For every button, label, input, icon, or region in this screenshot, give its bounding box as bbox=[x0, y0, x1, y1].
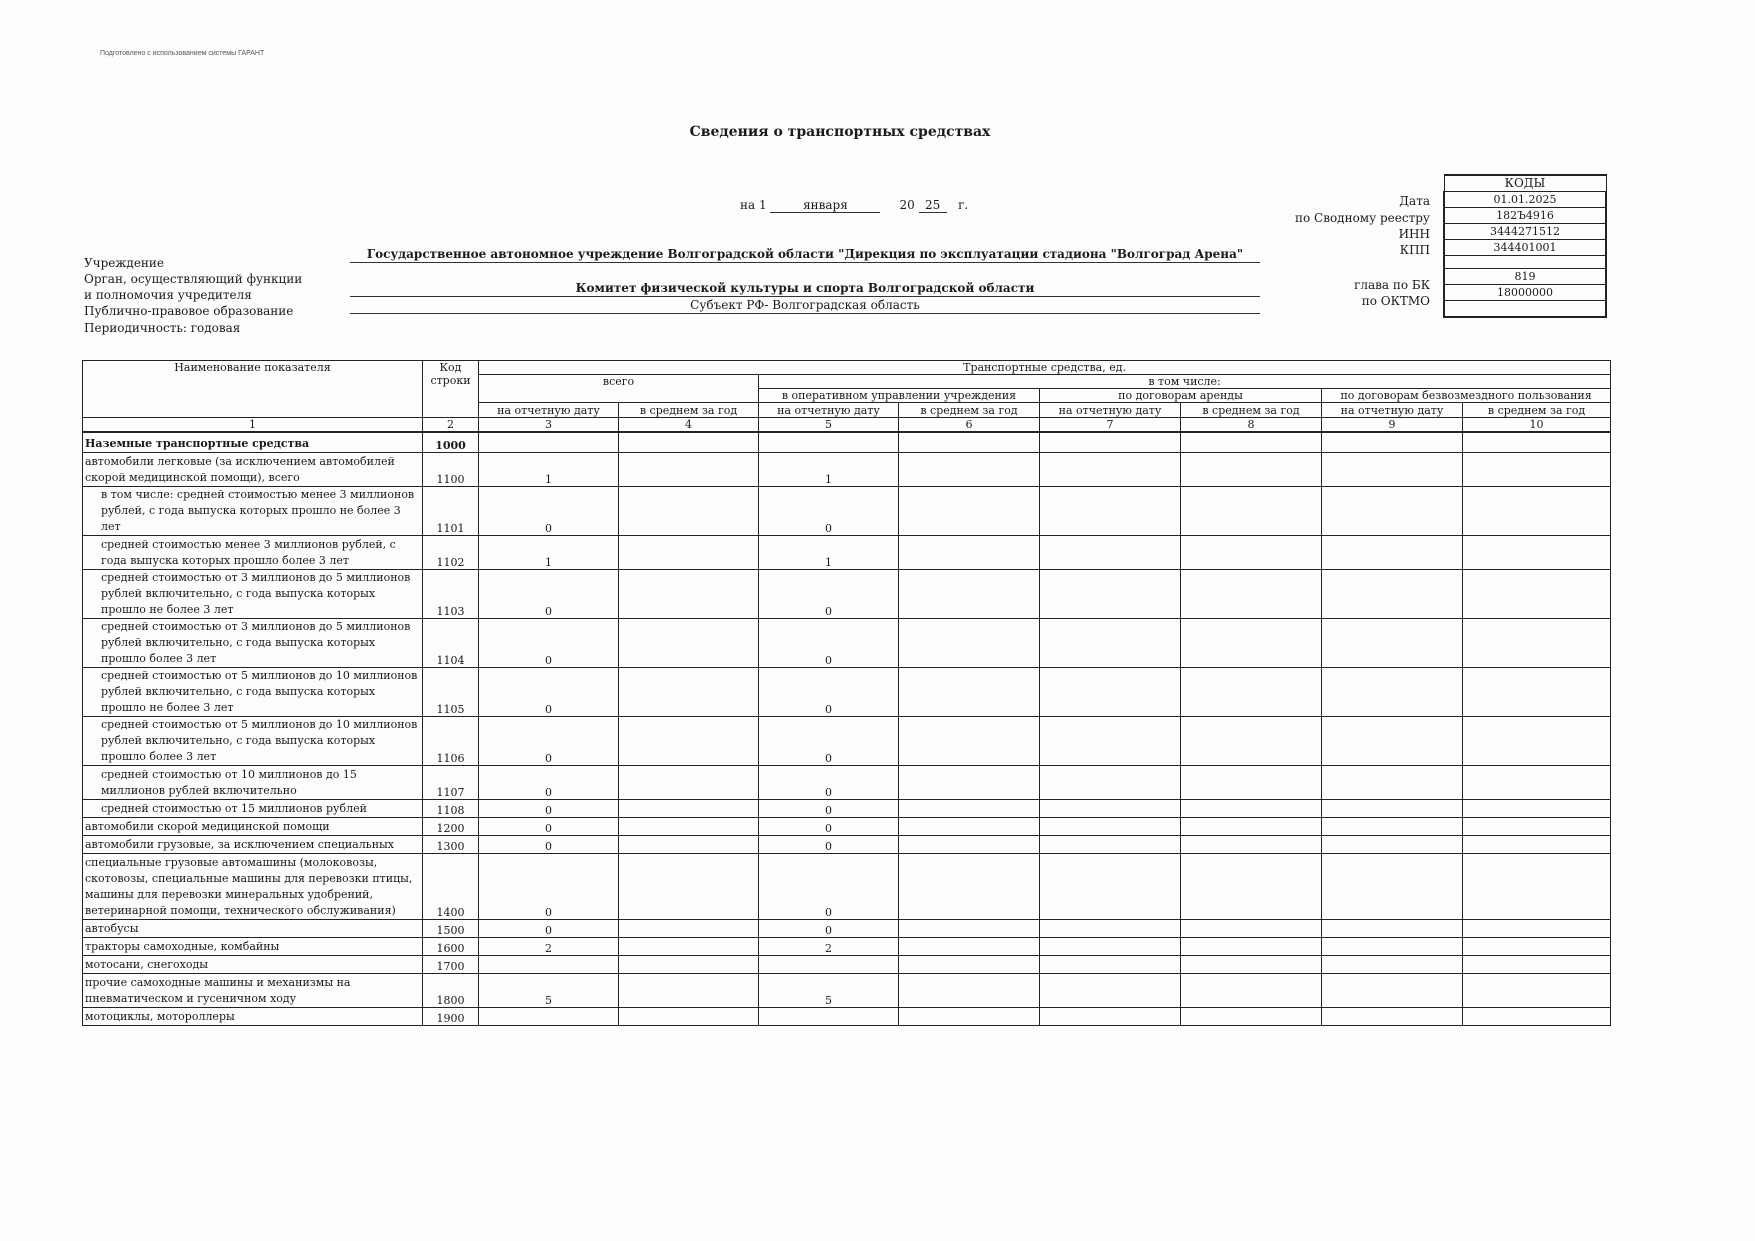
row-value-col-4 bbox=[619, 955, 759, 973]
header-free: по договорам безвозмездного пользования bbox=[1322, 389, 1611, 403]
row-value-col-6 bbox=[899, 853, 1040, 919]
label-public-entity: Публично-правовое образование bbox=[84, 304, 294, 318]
row-value-col-6 bbox=[899, 817, 1040, 835]
row-value-col-6 bbox=[899, 835, 1040, 853]
table-row bbox=[83, 432, 1611, 452]
table-row bbox=[83, 535, 1611, 569]
row-value-col-5 bbox=[759, 1007, 899, 1025]
row-value-col-4 bbox=[619, 535, 759, 569]
table-row bbox=[83, 919, 1611, 937]
row-value-col-3 bbox=[479, 1007, 619, 1025]
row-value-col-7 bbox=[1040, 799, 1181, 817]
col-number: 7 bbox=[1040, 418, 1181, 433]
row-code: 1000 bbox=[423, 432, 479, 452]
table-row bbox=[83, 1007, 1611, 1025]
codes-header: КОДЫ bbox=[1444, 175, 1606, 192]
row-name: мотосани, снегоходы bbox=[83, 955, 423, 973]
row-name: средней стоимостью от 3 миллионов до 5 миллионов рублей включительно, с года выпуска которых прошло не более 3 лет bbox=[83, 569, 423, 618]
codes-bk-label: глава по БК bbox=[1354, 278, 1430, 292]
row-value-col-6 bbox=[899, 1007, 1040, 1025]
row-value-col-5: 0 bbox=[759, 835, 899, 853]
row-value-col-8 bbox=[1181, 853, 1322, 919]
row-code: 1105 bbox=[423, 667, 479, 716]
row-value-col-6 bbox=[899, 716, 1040, 765]
table-row bbox=[83, 799, 1611, 817]
row-value-col-6 bbox=[899, 432, 1040, 452]
row-value-col-3 bbox=[479, 955, 619, 973]
table-row bbox=[83, 937, 1611, 955]
row-value-col-10 bbox=[1463, 535, 1611, 569]
row-value-col-9 bbox=[1322, 569, 1463, 618]
row-value-col-5: 0 bbox=[759, 569, 899, 618]
row-value-col-4 bbox=[619, 937, 759, 955]
table-row bbox=[83, 452, 1611, 486]
row-value-col-5 bbox=[759, 955, 899, 973]
date-prefix: на 1 bbox=[740, 198, 767, 212]
row-value-col-9 bbox=[1322, 486, 1463, 535]
table-row bbox=[83, 716, 1611, 765]
row-value-col-10 bbox=[1463, 1007, 1611, 1025]
row-name: средней стоимостью от 10 миллионов до 15 миллионов рублей включительно bbox=[83, 765, 423, 799]
row-value-col-3: 0 bbox=[479, 817, 619, 835]
row-name: мотоциклы, мотороллеры bbox=[83, 1007, 423, 1025]
col-number: 10 bbox=[1463, 418, 1611, 433]
col-number: 1 bbox=[83, 418, 423, 433]
row-value-col-7 bbox=[1040, 835, 1181, 853]
row-value-col-7 bbox=[1040, 817, 1181, 835]
row-value-col-9 bbox=[1322, 667, 1463, 716]
row-code: 1103 bbox=[423, 569, 479, 618]
date-suffix: г. bbox=[958, 198, 969, 212]
row-value-col-9 bbox=[1322, 716, 1463, 765]
row-value-col-7 bbox=[1040, 432, 1181, 452]
table-row bbox=[83, 853, 1611, 919]
row-value-col-4 bbox=[619, 618, 759, 667]
row-name: автобусы bbox=[83, 919, 423, 937]
row-value-col-4 bbox=[619, 799, 759, 817]
table-row bbox=[83, 618, 1611, 667]
row-value-col-8 bbox=[1181, 569, 1322, 618]
row-value-col-5: 0 bbox=[759, 486, 899, 535]
codes-registry-value: 182Ъ4916 bbox=[1444, 208, 1606, 224]
header-at-date: на отчетную дату bbox=[759, 403, 899, 418]
row-value-col-9 bbox=[1322, 452, 1463, 486]
row-value-col-9 bbox=[1322, 817, 1463, 835]
row-value-col-8 bbox=[1181, 799, 1322, 817]
row-value-col-5: 0 bbox=[759, 765, 899, 799]
report-date bbox=[740, 198, 968, 213]
value-public-entity: Субъект РФ- Волгоградская область bbox=[690, 298, 920, 312]
row-value-col-7 bbox=[1040, 486, 1181, 535]
header-code-1: Код bbox=[439, 361, 462, 374]
row-value-col-5: 0 bbox=[759, 799, 899, 817]
row-value-col-6 bbox=[899, 667, 1040, 716]
row-name: автомобили легковые (за исключением автомобилей скорой медицинской помощи), всего bbox=[83, 452, 423, 486]
row-value-col-3: 0 bbox=[479, 853, 619, 919]
row-value-col-3 bbox=[479, 432, 619, 452]
row-value-col-7 bbox=[1040, 973, 1181, 1007]
row-value-col-8 bbox=[1181, 716, 1322, 765]
codes-date-value: 01.01.2025 bbox=[1444, 192, 1606, 208]
row-value-col-5: 0 bbox=[759, 853, 899, 919]
row-value-col-5: 0 bbox=[759, 716, 899, 765]
date-year: 25 bbox=[919, 198, 947, 213]
row-value-col-8 bbox=[1181, 765, 1322, 799]
row-value-col-8 bbox=[1181, 817, 1322, 835]
col-number: 8 bbox=[1181, 418, 1322, 433]
table-row bbox=[83, 486, 1611, 535]
row-value-col-5: 0 bbox=[759, 817, 899, 835]
row-value-col-3: 0 bbox=[479, 618, 619, 667]
row-value-col-10 bbox=[1463, 817, 1611, 835]
row-code: 1700 bbox=[423, 955, 479, 973]
row-value-col-7 bbox=[1040, 853, 1181, 919]
row-value-col-10 bbox=[1463, 486, 1611, 535]
row-value-col-4 bbox=[619, 486, 759, 535]
row-value-col-8 bbox=[1181, 535, 1322, 569]
row-value-col-9 bbox=[1322, 919, 1463, 937]
row-value-col-9 bbox=[1322, 535, 1463, 569]
row-name: автомобили грузовые, за исключением специальных bbox=[83, 835, 423, 853]
row-value-col-10 bbox=[1463, 919, 1611, 937]
table-body bbox=[83, 432, 1611, 1025]
row-code: 1600 bbox=[423, 937, 479, 955]
row-value-col-6 bbox=[899, 799, 1040, 817]
row-value-col-5: 0 bbox=[759, 667, 899, 716]
row-value-col-9 bbox=[1322, 955, 1463, 973]
row-value-col-5: 5 bbox=[759, 973, 899, 1007]
row-value-col-8 bbox=[1181, 937, 1322, 955]
row-value-col-5 bbox=[759, 432, 899, 452]
row-value-col-6 bbox=[899, 765, 1040, 799]
row-value-col-6 bbox=[899, 452, 1040, 486]
row-value-col-6 bbox=[899, 973, 1040, 1007]
row-value-col-3: 0 bbox=[479, 716, 619, 765]
header-avg: в среднем за год bbox=[1181, 403, 1322, 418]
label-periodicity: Периодичность: годовая bbox=[84, 321, 241, 335]
row-name: средней стоимостью от 5 миллионов до 10 миллионов рублей включительно, с года выпуска которых прошло более 3 лет bbox=[83, 716, 423, 765]
table-row bbox=[83, 569, 1611, 618]
row-value-col-3: 5 bbox=[479, 973, 619, 1007]
label-institution: Учреждение bbox=[84, 256, 165, 270]
row-value-col-6 bbox=[899, 486, 1040, 535]
row-value-col-7 bbox=[1040, 765, 1181, 799]
col-number: 3 bbox=[479, 418, 619, 433]
header-at-date: на отчетную дату bbox=[1040, 403, 1181, 418]
row-value-col-8 bbox=[1181, 973, 1322, 1007]
row-value-col-10 bbox=[1463, 569, 1611, 618]
row-value-col-9 bbox=[1322, 1007, 1463, 1025]
header-name: Наименование показателя bbox=[83, 361, 423, 418]
value-institution: Государственное автономное учреждение Волгоградской области "Дирекция по эксплуатации стадиона "Волгоград Арена" bbox=[366, 247, 1244, 261]
row-code: 1400 bbox=[423, 853, 479, 919]
codes-bk-value: 819 bbox=[1444, 269, 1606, 285]
row-code: 1300 bbox=[423, 835, 479, 853]
row-value-col-9 bbox=[1322, 973, 1463, 1007]
header-code-2: строки bbox=[430, 374, 471, 387]
row-value-col-7 bbox=[1040, 1007, 1181, 1025]
row-name: в том числе: средней стоимостью менее 3 миллионов рублей, с года выпуска которых прошло не более 3 лет bbox=[83, 486, 423, 535]
codes-oktmo-label: по ОКТМО bbox=[1361, 294, 1430, 308]
row-name: тракторы самоходные, комбайны bbox=[83, 937, 423, 955]
row-value-col-3: 0 bbox=[479, 835, 619, 853]
row-value-col-7 bbox=[1040, 937, 1181, 955]
row-value-col-7 bbox=[1040, 667, 1181, 716]
table-row bbox=[83, 973, 1611, 1007]
row-value-col-5: 2 bbox=[759, 937, 899, 955]
codes-inn-value: 3444271512 bbox=[1444, 224, 1606, 240]
row-value-col-10 bbox=[1463, 432, 1611, 452]
page-title: Сведения о транспортных средствах bbox=[689, 124, 991, 140]
table-row bbox=[83, 955, 1611, 973]
table-row bbox=[83, 835, 1611, 853]
row-value-col-3: 0 bbox=[479, 569, 619, 618]
row-value-col-3: 0 bbox=[479, 765, 619, 799]
row-value-col-10 bbox=[1463, 799, 1611, 817]
row-value-col-10 bbox=[1463, 835, 1611, 853]
header-operative: в оперативном управлении учреждения bbox=[759, 389, 1040, 403]
row-value-col-8 bbox=[1181, 618, 1322, 667]
row-value-col-5: 1 bbox=[759, 535, 899, 569]
row-value-col-7 bbox=[1040, 955, 1181, 973]
col-number: 9 bbox=[1322, 418, 1463, 433]
value-authority: Комитет физической культуры и спорта Волгоградской области bbox=[575, 281, 1035, 295]
row-value-col-10 bbox=[1463, 973, 1611, 1007]
row-value-col-5: 0 bbox=[759, 618, 899, 667]
row-value-col-7 bbox=[1040, 569, 1181, 618]
row-value-col-4 bbox=[619, 817, 759, 835]
row-code: 1102 bbox=[423, 535, 479, 569]
row-name: прочие самоходные машины и механизмы на пневматическом и гусеничном ходу bbox=[83, 973, 423, 1007]
header-at-date: на отчетную дату bbox=[479, 403, 619, 418]
row-value-col-10 bbox=[1463, 955, 1611, 973]
row-code: 1104 bbox=[423, 618, 479, 667]
row-value-col-5: 1 bbox=[759, 452, 899, 486]
row-code: 1100 bbox=[423, 452, 479, 486]
row-name: средней стоимостью от 5 миллионов до 10 миллионов рублей включительно, с года выпуска которых прошло не более 3 лет bbox=[83, 667, 423, 716]
row-value-col-7 bbox=[1040, 919, 1181, 937]
row-code: 1200 bbox=[423, 817, 479, 835]
row-value-col-10 bbox=[1463, 853, 1611, 919]
header-avg: в среднем за год bbox=[1463, 403, 1611, 418]
row-value-col-4 bbox=[619, 452, 759, 486]
row-value-col-10 bbox=[1463, 618, 1611, 667]
row-code: 1500 bbox=[423, 919, 479, 937]
header-avg: в среднем за год bbox=[619, 403, 759, 418]
row-value-col-8 bbox=[1181, 486, 1322, 535]
header-at-date: на отчетную дату bbox=[1322, 403, 1463, 418]
row-value-col-9 bbox=[1322, 432, 1463, 452]
row-value-col-9 bbox=[1322, 799, 1463, 817]
row-value-col-6 bbox=[899, 919, 1040, 937]
row-value-col-3: 1 bbox=[479, 535, 619, 569]
row-code: 1106 bbox=[423, 716, 479, 765]
table-row bbox=[83, 765, 1611, 799]
row-name: средней стоимостью менее 3 миллионов рублей, с года выпуска которых прошло более 3 лет bbox=[83, 535, 423, 569]
row-value-col-10 bbox=[1463, 765, 1611, 799]
codes-kpp-label: КПП bbox=[1399, 243, 1430, 257]
codes-inn-label: ИНН bbox=[1398, 227, 1430, 241]
row-value-col-6 bbox=[899, 618, 1040, 667]
row-code: 1800 bbox=[423, 973, 479, 1007]
date-year-prefix: 20 bbox=[899, 198, 915, 212]
row-value-col-4 bbox=[619, 569, 759, 618]
row-value-col-4 bbox=[619, 667, 759, 716]
row-value-col-3: 0 bbox=[479, 919, 619, 937]
row-value-col-6 bbox=[899, 569, 1040, 618]
row-value-col-3: 1 bbox=[479, 452, 619, 486]
row-value-col-10 bbox=[1463, 937, 1611, 955]
codes-registry-label: по Сводному реестру bbox=[1294, 211, 1430, 225]
row-value-col-4 bbox=[619, 973, 759, 1007]
date-month: января bbox=[770, 198, 880, 213]
row-value-col-8 bbox=[1181, 955, 1322, 973]
row-value-col-4 bbox=[619, 1007, 759, 1025]
row-value-col-7 bbox=[1040, 535, 1181, 569]
row-value-col-5: 0 bbox=[759, 919, 899, 937]
row-value-col-3: 0 bbox=[479, 486, 619, 535]
col-number: 5 bbox=[759, 418, 899, 433]
garant-note: Подготовлено с использованием системы ГАРАНТ bbox=[100, 50, 265, 57]
row-value-col-9 bbox=[1322, 835, 1463, 853]
row-value-col-10 bbox=[1463, 667, 1611, 716]
table-row bbox=[83, 667, 1611, 716]
row-code: 1108 bbox=[423, 799, 479, 817]
row-name: Наземные транспортные средства bbox=[83, 432, 423, 452]
codes-empty-cell bbox=[1444, 301, 1606, 318]
label-authority-1: Орган, осуществляющий функции bbox=[84, 272, 303, 286]
row-code: 1101 bbox=[423, 486, 479, 535]
header-vehicles: Транспортные средства, ед. bbox=[479, 361, 1611, 375]
header-avg: в среднем за год bbox=[899, 403, 1040, 418]
header-including: в том числе: bbox=[759, 375, 1611, 389]
row-value-col-6 bbox=[899, 955, 1040, 973]
row-value-col-8 bbox=[1181, 667, 1322, 716]
row-name: средней стоимостью от 3 миллионов до 5 миллионов рублей включительно, с года выпуска которых прошло более 3 лет bbox=[83, 618, 423, 667]
row-value-col-10 bbox=[1463, 452, 1611, 486]
row-value-col-9 bbox=[1322, 937, 1463, 955]
row-value-col-4 bbox=[619, 919, 759, 937]
row-value-col-3: 0 bbox=[479, 799, 619, 817]
row-value-col-8 bbox=[1181, 432, 1322, 452]
row-value-col-4 bbox=[619, 765, 759, 799]
col-number: 4 bbox=[619, 418, 759, 433]
row-value-col-8 bbox=[1181, 835, 1322, 853]
row-name: средней стоимостью от 15 миллионов рублей bbox=[83, 799, 423, 817]
row-value-col-10 bbox=[1463, 716, 1611, 765]
row-value-col-8 bbox=[1181, 452, 1322, 486]
row-value-col-9 bbox=[1322, 618, 1463, 667]
row-value-col-7 bbox=[1040, 618, 1181, 667]
row-value-col-4 bbox=[619, 432, 759, 452]
row-code: 1900 bbox=[423, 1007, 479, 1025]
col-number: 6 bbox=[899, 418, 1040, 433]
header-code bbox=[423, 361, 479, 418]
row-value-col-7 bbox=[1040, 716, 1181, 765]
codes-kpp-value: 344401001 bbox=[1444, 240, 1606, 256]
row-value-col-4 bbox=[619, 835, 759, 853]
row-value-col-8 bbox=[1181, 1007, 1322, 1025]
col-number: 2 bbox=[423, 418, 479, 433]
codes-table bbox=[1443, 174, 1607, 318]
row-name: специальные грузовые автомашины (молоковозы, скотовозы, специальные машины для перевозки птицы, машины для перевозки минеральных удобрений, ветеринарной помощи, технического обслуживания) bbox=[83, 853, 423, 919]
vehicles-table bbox=[82, 360, 1611, 1026]
row-value-col-9 bbox=[1322, 765, 1463, 799]
header-lease: по договорам аренды bbox=[1040, 389, 1322, 403]
row-name: автомобили скорой медицинской помощи bbox=[83, 817, 423, 835]
row-value-col-4 bbox=[619, 853, 759, 919]
header-total: всего bbox=[479, 375, 759, 403]
row-value-col-6 bbox=[899, 535, 1040, 569]
codes-date-label: Дата bbox=[1399, 194, 1430, 208]
row-value-col-8 bbox=[1181, 919, 1322, 937]
row-value-col-4 bbox=[619, 716, 759, 765]
table-row bbox=[83, 817, 1611, 835]
row-value-col-7 bbox=[1040, 452, 1181, 486]
codes-oktmo-value: 18000000 bbox=[1444, 285, 1606, 301]
row-code: 1107 bbox=[423, 765, 479, 799]
row-value-col-3: 0 bbox=[479, 667, 619, 716]
label-authority-2: и полномочия учредителя bbox=[84, 288, 252, 302]
codes-empty-cell bbox=[1444, 256, 1606, 269]
row-value-col-9 bbox=[1322, 853, 1463, 919]
row-value-col-6 bbox=[899, 937, 1040, 955]
row-value-col-3: 2 bbox=[479, 937, 619, 955]
